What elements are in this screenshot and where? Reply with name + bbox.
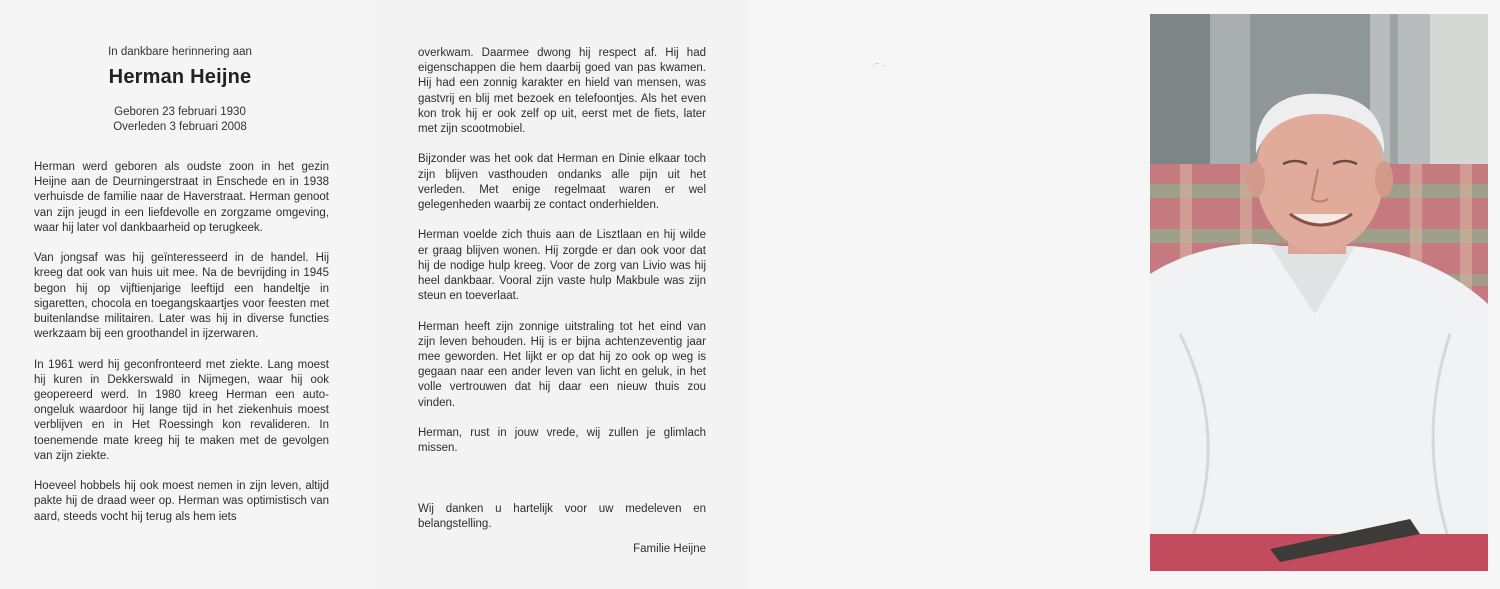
paragraph: Bijzonder was het ook dat Herman en Dinie elkaar toch zijn blijven vasthouden ondanks alle pijn uit het verleden. Met enige regelmaat waren er wel gelegenheden waarbij ze contact onderhielden. [418,153,706,212]
thanks-paragraph: Wij danken u hartelijk voor uw medeleven en belangstelling. [418,502,706,530]
paragraph: overkwam. Daarmee dwong hij respect af. Hij had eigenschappen die hem daarbij goed van pas kwamen. Hij had een zonnig karakter en hield van mensen, was gastvrij en blij met bezoek en telefoontjes. Als het even kon trok hij er ook zelf op uit, eerst met de fiets, later met zijn scootmobiel. [418,47,706,136]
card-photo-panel [750,0,1500,589]
paragraph: In 1961 werd hij geconfronteerd met ziekte. Lang moest hij kuren in Dekkerswald in Nijmegen, waar hij ook geopereerd werd. In 1980 kreeg Herman een auto-ongeluk waardoor hij lange tijd in het ziekenhuis moest verblijven en in Het Roessingh kon revalideren. In toenemende mate kreeg hij te maken met de gevolgen van zijn ziekte. [34,358,329,462]
paragraph: Herman voelde zich thuis aan de Lisztlaan en hij wilde er graag blijven wonen. Hij zorgde er dan ook voor dat hij de nodige hulp kreeg. Voor de zorg van Livio was hij heel dankbaar. Vooral zijn vaste hulp Makbule was zijn steun en toeverlaat. [418,229,706,303]
card-left-panel [0,0,376,589]
intro-line: In dankbare herinnering aan [108,46,252,58]
paragraph: Herman, rust in jouw vrede, wij zullen je glimlach missen. [418,427,706,455]
paragraph: Van jongsaf was hij geïnteresseerd in de handel. Hij kreeg dat ook van huis uit mee. Na de bevrijding in 1945 begon hij op vijftienjarige leeftijd een handeltje in sigaretten, chocola en toegangskaartjes voor feesten met buitenlandse militairen. Later was hij in diverse functies werkzaam bij een groothandel in ijzerwaren. [34,252,329,341]
biography-column-left [34,160,329,540]
paragraph: Herman werd geboren als oudste zoon in het gezin Heijne aan de Deurningerstraat in Enschede en in 1938 verhuisde de familie naar de Haverstraat. Herman genoot van zijn jeugd in een liefdevolle en zorgzame omgeving, waar hij later vol dankbaarheid op terugkeek. [34,161,329,234]
death-date: Overleden 3 februari 2008 [113,121,247,133]
paper-speck: ·⁻ · [872,60,886,70]
card-middle-panel [376,0,750,589]
biography-column-right [418,46,706,547]
birth-date: Geboren 23 februari 1930 [114,106,246,118]
portrait-photo [1150,14,1488,571]
spacer [418,472,706,487]
paragraph: Hoeveel hobbels hij ook moest nemen in zijn leven, altijd pakte hij de draad weer op. Herman was optimistisch van aard, steeds vocht hij terug als hem iets [34,480,329,523]
paragraph: Herman heeft zijn zonnige uitstraling tot het eind van zijn leven behouden. Hij is er bijna achtenzeventig jaar mee geworden. Het lijkt er op dat hij zo ook op weg is gegaan naar een ander leven van licht en geluk, in het volle vertrouwen dat hij daar een nieuw thuis zou vinden. [418,320,706,409]
deceased-name: Herman Heijne [108,66,252,88]
signature: Familie Heijne [633,543,706,555]
